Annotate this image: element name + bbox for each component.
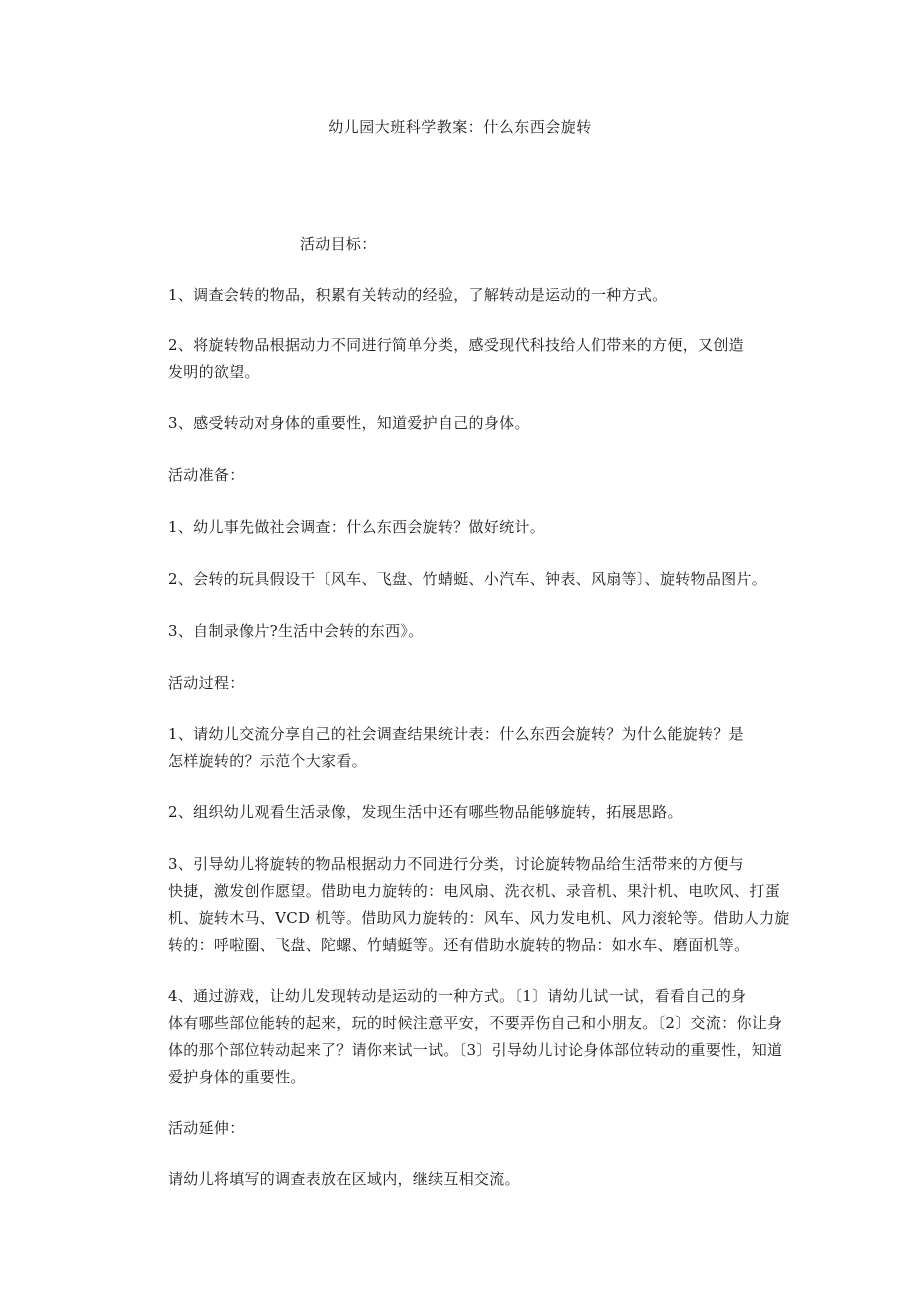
section-heading-goals: 活动目标： (300, 235, 377, 253)
process-item-3-line-2: 快捷，激发创作愿望。借助电力旋转的：电风扇、洗衣机、录音机、果汁机、电吹风、打蛋 (168, 882, 781, 900)
process-item-4-line-2: 体有哪些部位能转的起来，玩的时候注意平安，不要弄伤自己和小朋友。〔2〕交流：你让身 (168, 1014, 783, 1032)
process-item-1-line-2: 怎样旋转的？示范个大家看。 (168, 752, 367, 770)
goal-item-3: 3、感受转动对身体的重要性，知道爱护自己的身体。 (168, 414, 530, 432)
process-item-4-line-4: 爱护身体的重要性。 (168, 1068, 306, 1086)
prep-item-3: 3、自制录像片?生活中会转的东西》。 (168, 622, 424, 640)
goal-item-1: 1、调查会转的物品，积累有关转动的经验，了解转动是运动的一种方式。 (168, 286, 668, 304)
extension-item-1: 请幼儿将填写的调查表放在区域内，继续互相交流。 (168, 1170, 520, 1188)
process-item-3-line-4: 转的：呼啦圈、飞盘、陀螺、竹蜻蜓等。还有借助水旋转的物品：如水车、磨面机等。 (168, 936, 750, 954)
process-item-4-line-3: 体的那个部位转动起来了？请你来试一试。〔3〕引导幼儿讨论身体部位转动的重要性，知道 (168, 1041, 783, 1059)
goal-item-2-line-1: 2、将旋转物品根据动力不同进行简单分类，感受现代科技给人们带来的方便，又创造 (168, 336, 744, 354)
section-heading-preparation: 活动准备： (168, 466, 245, 484)
prep-item-1: 1、幼儿事先做社会调查：什么东西会旋转？做好统计。 (168, 518, 546, 536)
document-title: 幼儿园大班科学教案：什么东西会旋转 (328, 118, 592, 136)
section-heading-process: 活动过程： (168, 674, 245, 692)
process-item-3-line-3: 机、旋转木马、VCD 机等。借助风力旋转的：风车、风力发电机、风力滚轮等。借助人力旋 (168, 909, 790, 927)
goal-item-2-line-2: 发明的欲望。 (168, 363, 260, 381)
process-item-3-line-1: 3、引导幼儿将旋转的物品根据动力不同进行分类，讨论旋转物品给生活带来的方便与 (168, 855, 744, 873)
process-item-4-line-1: 4、通过游戏，让幼儿发现转动是运动的一种方式。〔1〕请幼儿试一试，看看自己的身 (168, 987, 747, 1005)
section-heading-extension: 活动延伸： (168, 1119, 245, 1137)
process-item-1-line-1: 1、请幼儿交流分享自己的社会调查结果统计表：什么东西会旋转？为什么能旋转？是 (168, 725, 744, 743)
prep-item-2: 2、会转的玩具假设干〔风车、飞盘、竹蜻蜓、小汽车、钟表、风扇等〕、旋转物品图片。 (168, 570, 768, 588)
process-item-2: 2、组织幼儿观看生活录像，发现生活中还有哪些物品能够旋转，拓展思路。 (168, 803, 683, 821)
